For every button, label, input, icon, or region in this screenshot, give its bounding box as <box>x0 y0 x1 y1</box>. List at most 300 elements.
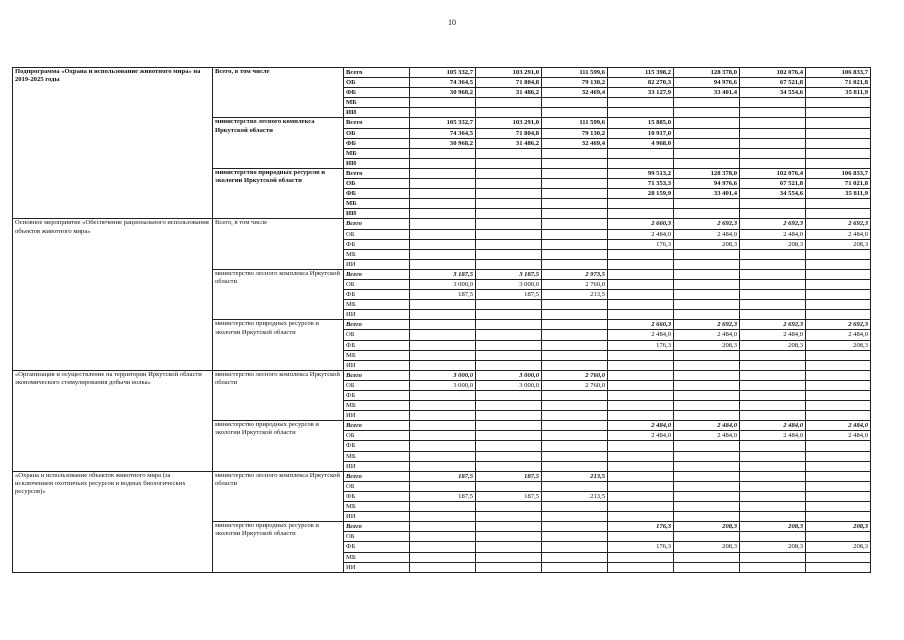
amount-cell: 32 469,4 <box>542 138 608 148</box>
amount-cell: 2 484,0 <box>674 421 740 431</box>
amount-cell: 208,3 <box>740 542 806 552</box>
amount-cell: 208,3 <box>674 522 740 532</box>
amount-cell <box>542 239 608 249</box>
amount-cell: 3 000,0 <box>476 279 542 289</box>
amount-cell <box>740 451 806 461</box>
amount-cell <box>476 522 542 532</box>
amount-cell <box>740 269 806 279</box>
funding-source-cell: МБ <box>344 300 410 310</box>
funding-source-cell: ОБ <box>344 380 410 390</box>
amount-cell <box>410 320 476 330</box>
amount-cell <box>410 158 476 168</box>
amount-cell: 208,3 <box>674 239 740 249</box>
amount-cell <box>740 259 806 269</box>
amount-cell: 3 187,5 <box>476 269 542 279</box>
funding-source-cell: ОБ <box>344 78 410 88</box>
amount-cell <box>542 179 608 189</box>
amount-cell <box>608 391 674 401</box>
amount-cell <box>608 310 674 320</box>
amount-cell <box>410 340 476 350</box>
amount-cell: 28 159,9 <box>608 189 674 199</box>
amount-cell <box>542 481 608 491</box>
amount-cell <box>476 451 542 461</box>
amount-cell: 2 484,0 <box>674 229 740 239</box>
amount-cell: 208,3 <box>806 522 871 532</box>
amount-cell <box>806 562 871 572</box>
amount-cell <box>542 340 608 350</box>
funding-source-cell: МБ <box>344 552 410 562</box>
amount-cell <box>410 441 476 451</box>
amount-cell: 2 484,0 <box>740 330 806 340</box>
amount-cell <box>542 168 608 178</box>
amount-cell: 33 401,4 <box>674 88 740 98</box>
amount-cell <box>674 532 740 542</box>
amount-cell: 3 000,0 <box>410 279 476 289</box>
amount-cell <box>740 532 806 542</box>
amount-cell: 94 976,6 <box>674 179 740 189</box>
amount-cell <box>608 290 674 300</box>
amount-cell <box>410 179 476 189</box>
amount-cell: 2 692,3 <box>806 320 871 330</box>
amount-cell <box>608 279 674 289</box>
amount-cell <box>740 461 806 471</box>
amount-cell <box>476 360 542 370</box>
amount-cell <box>608 209 674 219</box>
page-number: 10 <box>448 18 456 27</box>
amount-cell <box>476 209 542 219</box>
funding-source-cell: ИИ <box>344 360 410 370</box>
funding-table-body <box>13 68 871 573</box>
program-name-cell: Подпрограмма «Охрана и использование животного мира» на 2019-2025 годы <box>13 68 213 219</box>
amount-cell <box>542 229 608 239</box>
amount-cell: 106 833,7 <box>806 68 871 78</box>
amount-cell <box>542 108 608 118</box>
table-row <box>13 219 871 229</box>
funding-source-cell: ФБ <box>344 189 410 199</box>
amount-cell: 176,3 <box>608 522 674 532</box>
amount-cell: 10 917,0 <box>608 128 674 138</box>
amount-cell: 102 076,4 <box>740 68 806 78</box>
amount-cell <box>674 471 740 481</box>
amount-cell <box>476 108 542 118</box>
amount-cell: 71 021,8 <box>806 78 871 88</box>
amount-cell <box>410 350 476 360</box>
amount-cell <box>476 98 542 108</box>
amount-cell <box>674 269 740 279</box>
amount-cell <box>476 532 542 542</box>
amount-cell: 187,5 <box>410 491 476 501</box>
executor-cell: министерство природных ресурсов и экологии Иркутской области <box>213 522 344 572</box>
amount-cell <box>608 552 674 562</box>
amount-cell <box>674 461 740 471</box>
amount-cell <box>410 532 476 542</box>
funding-source-cell: Всего <box>344 320 410 330</box>
amount-cell <box>476 431 542 441</box>
amount-cell <box>740 138 806 148</box>
amount-cell <box>476 502 542 512</box>
amount-cell <box>740 401 806 411</box>
amount-cell <box>542 219 608 229</box>
amount-cell <box>542 209 608 219</box>
amount-cell <box>740 512 806 522</box>
amount-cell: 208,3 <box>674 340 740 350</box>
amount-cell <box>542 522 608 532</box>
amount-cell <box>674 209 740 219</box>
executor-cell: Всего, в том числе <box>213 68 344 118</box>
amount-cell <box>608 370 674 380</box>
amount-cell <box>740 249 806 259</box>
amount-cell: 33 401,4 <box>674 189 740 199</box>
funding-source-cell: ИИ <box>344 259 410 269</box>
amount-cell: 71 804,8 <box>476 78 542 88</box>
amount-cell <box>410 360 476 370</box>
amount-cell: 3 000,0 <box>410 370 476 380</box>
amount-cell: 34 554,6 <box>740 189 806 199</box>
amount-cell <box>410 108 476 118</box>
amount-cell <box>542 532 608 542</box>
amount-cell <box>740 502 806 512</box>
amount-cell: 2 692,3 <box>740 320 806 330</box>
amount-cell <box>410 522 476 532</box>
amount-cell <box>410 148 476 158</box>
amount-cell <box>608 481 674 491</box>
amount-cell <box>740 310 806 320</box>
amount-cell <box>806 209 871 219</box>
executor-cell: министерство природных ресурсов и экологии Иркутской области <box>213 421 344 471</box>
amount-cell: 187,5 <box>476 290 542 300</box>
amount-cell <box>806 451 871 461</box>
amount-cell: 74 364,5 <box>410 128 476 138</box>
amount-cell <box>608 98 674 108</box>
amount-cell: 94 976,6 <box>674 78 740 88</box>
amount-cell <box>806 279 871 289</box>
amount-cell <box>740 471 806 481</box>
amount-cell: 2 484,0 <box>608 421 674 431</box>
amount-cell: 3 000,0 <box>476 380 542 390</box>
amount-cell <box>608 148 674 158</box>
amount-cell: 2 484,0 <box>608 330 674 340</box>
funding-source-cell: МБ <box>344 249 410 259</box>
amount-cell <box>542 421 608 431</box>
amount-cell: 31 486,2 <box>476 88 542 98</box>
amount-cell: 2 760,0 <box>542 370 608 380</box>
amount-cell <box>410 411 476 421</box>
amount-cell <box>740 391 806 401</box>
funding-source-cell: ОБ <box>344 481 410 491</box>
executor-cell: министерство природных ресурсов и экологии Иркутской области <box>213 168 344 218</box>
executor-cell: министерство лесного комплекса Иркутской области <box>213 269 344 319</box>
amount-cell <box>410 461 476 471</box>
executor-cell: министерство природных ресурсов и экологии Иркутской области <box>213 320 344 370</box>
amount-cell <box>740 118 806 128</box>
amount-cell <box>740 481 806 491</box>
amount-cell <box>740 441 806 451</box>
amount-cell <box>542 300 608 310</box>
program-name-cell: Основное мероприятие «Обеспечение рационального использования объектов животного мира» <box>13 219 213 370</box>
amount-cell <box>476 249 542 259</box>
amount-cell <box>410 552 476 562</box>
amount-cell <box>542 562 608 572</box>
funding-source-cell: ФБ <box>344 340 410 350</box>
funding-source-cell: МБ <box>344 199 410 209</box>
amount-cell: 71 804,8 <box>476 128 542 138</box>
amount-cell <box>476 239 542 249</box>
funding-source-cell: ФБ <box>344 290 410 300</box>
amount-cell <box>542 502 608 512</box>
amount-cell: 35 811,9 <box>806 189 871 199</box>
amount-cell: 187,5 <box>476 491 542 501</box>
amount-cell: 2 692,3 <box>674 219 740 229</box>
amount-cell: 2 660,3 <box>608 219 674 229</box>
amount-cell <box>674 360 740 370</box>
amount-cell <box>476 330 542 340</box>
amount-cell <box>476 441 542 451</box>
amount-cell <box>806 512 871 522</box>
amount-cell <box>608 491 674 501</box>
amount-cell <box>410 481 476 491</box>
amount-cell: 106 833,7 <box>806 168 871 178</box>
funding-source-cell: ИИ <box>344 562 410 572</box>
funding-table <box>12 67 871 573</box>
amount-cell: 30 968,2 <box>410 138 476 148</box>
funding-source-cell: ИИ <box>344 209 410 219</box>
amount-cell: 102 076,4 <box>740 168 806 178</box>
amount-cell <box>476 219 542 229</box>
amount-cell <box>740 279 806 289</box>
amount-cell <box>410 300 476 310</box>
funding-source-cell: МБ <box>344 451 410 461</box>
amount-cell <box>806 380 871 390</box>
amount-cell <box>806 471 871 481</box>
program-name-cell: «Охрана и использование объектов животного мира (за исключением охотничьих ресурсов и водных биологических ресурсов)» <box>13 471 213 572</box>
program-name-cell: «Организация и осуществление на территории Иркутской области экономического стимулирования добычи волка» <box>13 370 213 471</box>
amount-cell <box>806 249 871 259</box>
amount-cell <box>410 512 476 522</box>
amount-cell: 2 484,0 <box>740 229 806 239</box>
amount-cell: 128 378,0 <box>674 168 740 178</box>
funding-source-cell: ОБ <box>344 532 410 542</box>
amount-cell: 2 760,0 <box>542 279 608 289</box>
amount-cell <box>410 209 476 219</box>
amount-cell: 208,3 <box>740 340 806 350</box>
amount-cell <box>476 421 542 431</box>
amount-cell <box>806 290 871 300</box>
amount-cell <box>806 300 871 310</box>
amount-cell <box>410 330 476 340</box>
amount-cell <box>542 330 608 340</box>
amount-cell <box>476 391 542 401</box>
amount-cell <box>740 370 806 380</box>
amount-cell: 3 187,5 <box>410 269 476 279</box>
amount-cell <box>740 128 806 138</box>
amount-cell <box>476 340 542 350</box>
amount-cell <box>608 158 674 168</box>
amount-cell: 2 484,0 <box>806 421 871 431</box>
amount-cell: 82 270,3 <box>608 78 674 88</box>
amount-cell <box>410 502 476 512</box>
executor-cell: министерство лесного комплекса Иркутской области <box>213 118 344 168</box>
amount-cell <box>608 471 674 481</box>
funding-source-cell: ОБ <box>344 431 410 441</box>
amount-cell <box>410 310 476 320</box>
funding-source-cell: ФБ <box>344 88 410 98</box>
amount-cell: 2 484,0 <box>806 330 871 340</box>
amount-cell <box>674 391 740 401</box>
amount-cell <box>476 552 542 562</box>
amount-cell <box>476 199 542 209</box>
amount-cell: 213,5 <box>542 290 608 300</box>
funding-source-cell: ФБ <box>344 542 410 552</box>
amount-cell <box>410 562 476 572</box>
amount-cell: 213,5 <box>542 471 608 481</box>
funding-source-cell: ИИ <box>344 461 410 471</box>
amount-cell <box>674 441 740 451</box>
amount-cell <box>806 502 871 512</box>
amount-cell <box>806 148 871 158</box>
amount-cell: 30 968,2 <box>410 88 476 98</box>
amount-cell: 176,3 <box>608 239 674 249</box>
amount-cell <box>476 168 542 178</box>
amount-cell <box>542 259 608 269</box>
amount-cell <box>476 350 542 360</box>
amount-cell: 2 692,3 <box>674 320 740 330</box>
amount-cell: 111 599,6 <box>542 118 608 128</box>
funding-source-cell: Всего <box>344 168 410 178</box>
funding-source-cell: МБ <box>344 502 410 512</box>
funding-source-cell: Всего <box>344 219 410 229</box>
amount-cell: 15 885,0 <box>608 118 674 128</box>
amount-cell <box>476 148 542 158</box>
amount-cell <box>410 229 476 239</box>
amount-cell <box>476 512 542 522</box>
amount-cell <box>806 310 871 320</box>
amount-cell <box>806 391 871 401</box>
amount-cell: 31 486,2 <box>476 138 542 148</box>
amount-cell <box>806 552 871 562</box>
amount-cell <box>410 199 476 209</box>
executor-cell: министерство лесного комплекса Иркутской области <box>213 471 344 521</box>
amount-cell <box>542 148 608 158</box>
amount-cell: 2 660,3 <box>608 320 674 330</box>
amount-cell <box>674 411 740 421</box>
amount-cell <box>740 199 806 209</box>
amount-cell <box>806 108 871 118</box>
amount-cell <box>674 98 740 108</box>
amount-cell: 33 127,9 <box>608 88 674 98</box>
amount-cell <box>476 310 542 320</box>
amount-cell: 74 364,5 <box>410 78 476 88</box>
amount-cell <box>410 259 476 269</box>
amount-cell <box>674 350 740 360</box>
funding-source-cell: ОБ <box>344 128 410 138</box>
amount-cell: 35 811,9 <box>806 88 871 98</box>
funding-source-cell: ИИ <box>344 158 410 168</box>
amount-cell <box>674 401 740 411</box>
amount-cell <box>806 411 871 421</box>
amount-cell <box>806 269 871 279</box>
amount-cell <box>542 98 608 108</box>
amount-cell <box>674 562 740 572</box>
amount-cell <box>608 350 674 360</box>
amount-cell: 4 968,0 <box>608 138 674 148</box>
amount-cell <box>476 229 542 239</box>
amount-cell <box>542 189 608 199</box>
amount-cell <box>542 391 608 401</box>
amount-cell: 99 513,2 <box>608 168 674 178</box>
amount-cell: 2 973,5 <box>542 269 608 279</box>
amount-cell <box>608 502 674 512</box>
amount-cell <box>542 249 608 259</box>
amount-cell <box>806 401 871 411</box>
amount-cell <box>806 138 871 148</box>
amount-cell <box>608 249 674 259</box>
amount-cell <box>542 350 608 360</box>
amount-cell <box>542 360 608 370</box>
amount-cell <box>608 411 674 421</box>
amount-cell: 67 521,8 <box>740 179 806 189</box>
funding-source-cell: Всего <box>344 370 410 380</box>
funding-source-cell: ФБ <box>344 239 410 249</box>
amount-cell <box>674 279 740 289</box>
funding-source-cell: ФБ <box>344 491 410 501</box>
amount-cell <box>674 138 740 148</box>
amount-cell <box>476 259 542 269</box>
amount-cell <box>674 552 740 562</box>
amount-cell <box>806 481 871 491</box>
funding-source-cell: МБ <box>344 350 410 360</box>
amount-cell: 2 760,0 <box>542 380 608 390</box>
amount-cell <box>608 300 674 310</box>
amount-cell <box>410 189 476 199</box>
funding-source-cell: ОБ <box>344 179 410 189</box>
amount-cell <box>674 502 740 512</box>
amount-cell <box>608 532 674 542</box>
amount-cell <box>608 512 674 522</box>
amount-cell <box>740 562 806 572</box>
amount-cell <box>608 441 674 451</box>
amount-cell <box>608 451 674 461</box>
funding-source-cell: Всего <box>344 118 410 128</box>
funding-source-cell: МБ <box>344 98 410 108</box>
funding-source-cell: Всего <box>344 68 410 78</box>
amount-cell <box>674 158 740 168</box>
amount-cell <box>806 370 871 380</box>
amount-cell <box>542 320 608 330</box>
amount-cell: 3 000,0 <box>410 380 476 390</box>
amount-cell <box>410 98 476 108</box>
table-row <box>13 471 871 481</box>
amount-cell <box>674 148 740 158</box>
amount-cell <box>542 411 608 421</box>
funding-source-cell: ИИ <box>344 310 410 320</box>
amount-cell: 71 021,8 <box>806 179 871 189</box>
amount-cell: 2 484,0 <box>740 431 806 441</box>
amount-cell <box>410 542 476 552</box>
amount-cell <box>806 118 871 128</box>
amount-cell <box>740 148 806 158</box>
amount-cell <box>542 552 608 562</box>
amount-cell <box>608 259 674 269</box>
amount-cell: 115 398,2 <box>608 68 674 78</box>
amount-cell <box>806 128 871 138</box>
amount-cell <box>806 259 871 269</box>
amount-cell: 208,3 <box>740 522 806 532</box>
amount-cell <box>608 461 674 471</box>
amount-cell <box>674 128 740 138</box>
amount-cell: 213,5 <box>542 491 608 501</box>
funding-source-cell: ИИ <box>344 512 410 522</box>
amount-cell <box>674 451 740 461</box>
